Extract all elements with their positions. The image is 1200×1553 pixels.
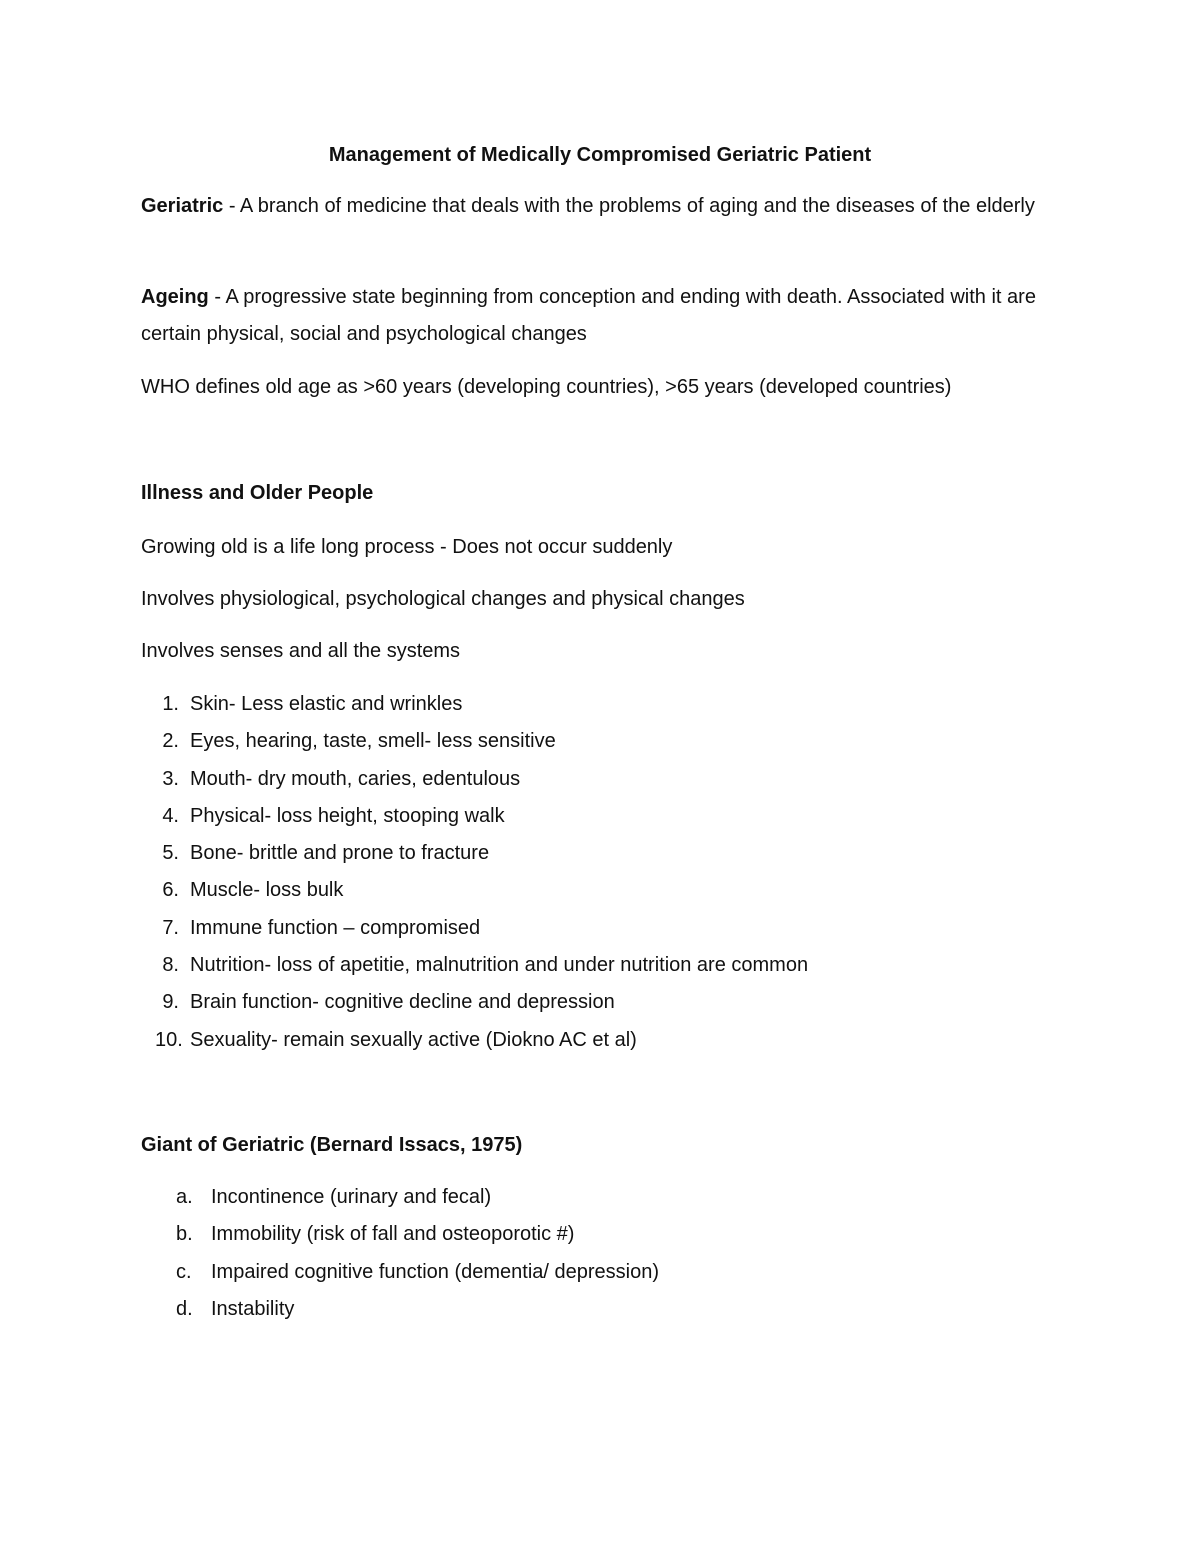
document-title: Management of Medically Compromised Geriatric Patient [328, 144, 872, 166]
list-marker: 2. [162, 730, 179, 753]
list-item-text: Immune function – compromised [190, 916, 481, 939]
list-item-text: Immobility (risk of fall and osteoporotic #) [211, 1223, 575, 1246]
illness-line: Involves senses and all the systems [141, 640, 461, 662]
list-marker: c. [176, 1260, 192, 1283]
who-statement: WHO defines old age as >60 years (developing countries), >65 years (developed countries) [141, 376, 952, 398]
list-item-text: Instability [211, 1297, 295, 1320]
list-item-text: Eyes, hearing, taste, smell- less sensitive [190, 730, 556, 753]
section-heading-giants: Giant of Geriatric (Bernard Issacs, 1975) [141, 1134, 523, 1156]
list-marker: d. [176, 1297, 193, 1320]
list-item-text: Skin- Less elastic and wrinkles [190, 693, 463, 715]
list-marker: a. [176, 1186, 193, 1208]
definition-geriatric [141, 188, 1071, 225]
definition-ageing [141, 279, 1071, 353]
definition-term: Geriatric [141, 195, 224, 217]
list-item-text: Bone- brittle and prone to fracture [190, 842, 490, 865]
list-item-text: Incontinence (urinary and fecal) [211, 1186, 492, 1208]
section-heading-illness: Illness and Older People [141, 482, 374, 504]
list-item-text: Physical- loss height, stooping walk [190, 804, 505, 827]
definition-term: Ageing [141, 286, 209, 308]
list-marker: 6. [162, 879, 179, 902]
list-marker: 8. [162, 954, 179, 977]
list-marker: 4. [162, 804, 179, 827]
list-item-text: Brain function- cognitive decline and depression [190, 991, 615, 1014]
list-marker: 7. [162, 916, 179, 939]
list-marker: 9. [162, 991, 179, 1014]
list-item-text: Sexuality- remain sexually active (Diokno AC et al) [190, 1028, 637, 1051]
list-item-text: Impaired cognitive function (dementia/ depression) [211, 1260, 660, 1283]
list-marker: 1. [162, 693, 179, 715]
illness-line: Involves physiological, psychological changes and physical changes [141, 588, 745, 610]
list-marker: 3. [162, 767, 179, 790]
list-marker: 10. [155, 1028, 183, 1051]
list-item-text: Nutrition- loss of apetitie, malnutrition and under nutrition are common [190, 954, 809, 977]
list-marker: 5. [162, 842, 179, 865]
illness-line: Growing old is a life long process - Does not occur suddenly [141, 536, 673, 558]
definition-text: - A progressive state beginning from conception and ending with death. Associated with it are certain physical, social and psychological changes [141, 286, 1036, 345]
list-item-text: Mouth- dry mouth, caries, edentulous [190, 767, 521, 790]
list-marker: b. [176, 1223, 193, 1246]
list-item-text: Muscle- loss bulk [190, 879, 344, 902]
definition-text: - A branch of medicine that deals with the problems of aging and the diseases of the elderly [223, 195, 1035, 217]
